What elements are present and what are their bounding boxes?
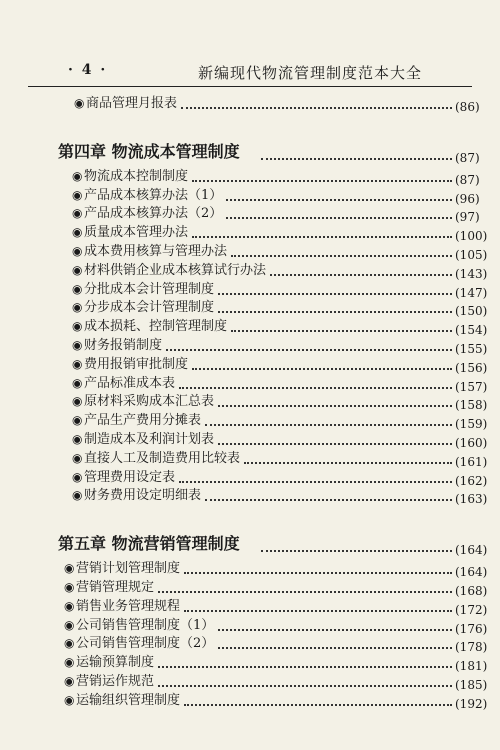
toc-entry[interactable] — [0, 186, 500, 204]
toc-page-ref: (100) — [455, 229, 488, 244]
toc-entry[interactable] — [0, 597, 500, 615]
leader-dots — [218, 292, 452, 295]
toc-page-ref: (157) — [455, 379, 488, 394]
toc-entry-title: 费用报销审批制度 — [84, 356, 189, 372]
toc-entry[interactable] — [0, 691, 500, 709]
toc-entry-title: 产品成本核算办法（2） — [84, 206, 223, 222]
bullet-icon: ◉ — [64, 692, 75, 707]
toc-entry-title: 直接人工及制造费用比较表 — [84, 450, 241, 466]
toc-entry-title: 原材料采购成本汇总表 — [84, 394, 215, 410]
page-number: · 4 · — [68, 62, 108, 78]
toc-entry-text — [72, 336, 162, 355]
toc-entry-title: 营销运作规范 — [76, 674, 155, 689]
page-header — [28, 56, 472, 87]
leader-dots — [270, 273, 452, 276]
toc-entry-text — [64, 672, 154, 691]
toc-entry-text — [72, 486, 201, 505]
toc-entry[interactable] — [0, 242, 500, 260]
toc-entry-text — [74, 94, 177, 113]
toc-page-ref: (161) — [455, 454, 488, 469]
toc-entry[interactable] — [0, 672, 500, 690]
toc-entry-text — [64, 653, 154, 672]
leader-dots — [158, 684, 452, 687]
bullet-icon: ◉ — [72, 262, 83, 277]
chapter-title: 第五章 物流营销管理制度 — [58, 534, 240, 554]
leader-dots — [231, 329, 452, 332]
bullet-icon: ◉ — [72, 168, 83, 183]
leader-dots — [192, 235, 452, 238]
toc-page-ref: (158) — [455, 398, 488, 413]
toc-entry-title: 营销计划管理制度 — [76, 561, 181, 577]
leader-dots — [181, 106, 452, 109]
toc-entry[interactable] — [0, 280, 500, 298]
toc-entry-title: 管理费用设定表 — [84, 469, 176, 485]
toc-entry[interactable] — [0, 411, 500, 432]
toc-page-ref: (181) — [455, 659, 488, 674]
bullet-icon: ◉ — [72, 375, 83, 390]
toc-entry-text — [64, 578, 154, 597]
leader-dots — [184, 703, 452, 706]
bullet-icon: ◉ — [72, 394, 83, 409]
toc-entry-text — [64, 634, 214, 653]
bullet-icon: ◉ — [72, 356, 83, 371]
bullet-icon: ◉ — [72, 432, 83, 446]
toc-page-ref: (143) — [455, 266, 488, 281]
toc-entry-title: 公司销售管理制度（2） — [76, 636, 215, 652]
toc-entry-title: 销售业务管理规程 — [76, 598, 181, 614]
toc-entry-title: 财务费用设定明细表 — [84, 488, 202, 504]
toc-entry-title: 运输组织管理制度 — [76, 692, 181, 708]
toc-page-ref: (185) — [455, 678, 488, 692]
toc-entry[interactable] — [0, 261, 500, 279]
leader-dots — [218, 310, 452, 313]
bullet-icon: ◉ — [72, 319, 83, 334]
toc-entry[interactable] — [0, 616, 500, 634]
toc-entry[interactable] — [0, 94, 500, 112]
toc-entry-title: 商品管理月报表 — [86, 96, 178, 111]
toc-entry-text — [72, 392, 214, 411]
toc-entry-title: 成本费用核算与管理办法 — [84, 244, 228, 259]
toc-entry-text — [72, 167, 188, 186]
toc-entry[interactable] — [0, 449, 500, 467]
toc-entry-title: 产品成本核算办法（1） — [84, 187, 223, 203]
leader-dots — [218, 442, 452, 445]
toc-entry-text — [72, 317, 227, 336]
toc-entry-title: 营销管理规定 — [76, 580, 155, 595]
toc-entry-title: 材料供销企业成本核算试行办法 — [84, 262, 267, 278]
toc-entry[interactable] — [0, 317, 500, 338]
toc-entry[interactable] — [0, 223, 500, 244]
leader-dots — [184, 571, 452, 574]
book-title: 新编现代物流管理制度范本大全 — [198, 64, 423, 82]
leader-dots — [166, 348, 452, 351]
toc-entry-text — [72, 204, 222, 223]
toc-page-ref: (192) — [455, 696, 488, 711]
toc-entry-title: 产品标准成本表 — [84, 375, 176, 391]
bullet-icon: ◉ — [64, 617, 75, 632]
leader-dots — [218, 404, 452, 407]
toc-page-ref: (147) — [455, 285, 488, 300]
toc-entry-title: 财务报销制度 — [84, 338, 163, 353]
toc-page-ref: (162) — [455, 473, 488, 488]
toc-entry[interactable] — [0, 559, 500, 580]
toc-entry[interactable] — [0, 392, 500, 413]
bullet-icon: ◉ — [72, 244, 83, 258]
toc-page-ref: (164) — [455, 565, 488, 580]
toc-entry-title: 产品生产费用分摊表 — [84, 413, 202, 429]
bullet-icon: ◉ — [64, 580, 75, 594]
toc-page-ref: (178) — [455, 640, 488, 655]
chapter-title: 第四章 物流成本管理制度 — [58, 141, 240, 161]
toc-entry-text — [72, 242, 227, 261]
toc-entry-text — [72, 374, 175, 393]
toc-entry-text — [72, 280, 214, 299]
leader-dots — [192, 179, 452, 182]
toc-entry-title: 成本损耗、控制管理制度 — [84, 319, 228, 335]
leader-dots — [218, 628, 452, 631]
toc-page-ref: (96) — [455, 191, 480, 206]
bullet-icon: ◉ — [72, 187, 83, 202]
leader-dots — [244, 461, 452, 464]
toc-entry-title: 运输预算制度 — [76, 655, 155, 671]
toc-page-ref: (86) — [455, 100, 480, 114]
leader-dots — [205, 423, 452, 426]
bullet-icon: ◉ — [72, 300, 83, 315]
bullet-icon: ◉ — [64, 561, 75, 576]
leader-dots — [179, 386, 452, 389]
toc-page-ref: (155) — [455, 342, 488, 356]
toc-entry-text — [72, 261, 266, 280]
toc-page-ref: (159) — [455, 417, 488, 432]
bullet-icon: ◉ — [72, 338, 83, 352]
bullet-icon: ◉ — [64, 674, 75, 688]
leader-dots — [158, 665, 452, 668]
toc-entry[interactable] — [0, 653, 500, 674]
toc-entry-text — [72, 223, 188, 242]
toc-entry[interactable] — [0, 634, 500, 655]
toc-entry-text — [72, 468, 175, 487]
leader-dots — [261, 157, 452, 160]
toc-entry-title: 制造成本及利润计划表 — [84, 432, 215, 447]
toc-page-ref: (154) — [455, 323, 488, 338]
toc-entry[interactable] — [0, 355, 500, 373]
bullet-icon: ◉ — [72, 206, 83, 221]
bullet-icon: ◉ — [72, 413, 83, 428]
leader-dots — [158, 590, 452, 593]
leader-dots — [261, 549, 452, 552]
toc-entry-title: 质量成本管理办法 — [84, 225, 189, 241]
toc-entry[interactable] — [0, 578, 500, 596]
toc-entry-title: 分批成本会计管理制度 — [84, 281, 215, 297]
toc-entry[interactable] — [0, 430, 500, 448]
leader-dots — [205, 498, 452, 501]
toc-entry-text — [64, 559, 180, 578]
toc-entry-text — [64, 691, 180, 710]
leader-dots — [179, 480, 452, 483]
chapter-heading[interactable] — [0, 141, 500, 165]
toc-entry-text — [64, 597, 180, 616]
chapter-page-ref: (87) — [455, 150, 480, 165]
toc-entry-text — [72, 355, 188, 374]
toc-entry-text — [72, 411, 201, 430]
bullet-icon: ◉ — [64, 655, 75, 670]
toc-entry[interactable] — [0, 374, 500, 392]
toc-page-ref: (97) — [455, 210, 480, 225]
toc-page-ref: (172) — [455, 602, 488, 617]
toc-entry-title: 物流成本控制制度 — [84, 168, 189, 184]
toc-page-ref: (168) — [455, 584, 488, 598]
chapter-heading[interactable] — [0, 534, 500, 558]
toc-entry-title: 公司销售管理制度（1） — [76, 617, 215, 633]
toc-entry-text — [72, 186, 222, 205]
toc-entry[interactable] — [0, 298, 500, 319]
bullet-icon: ◉ — [64, 598, 75, 613]
bullet-icon: ◉ — [74, 96, 85, 110]
toc-entry[interactable] — [0, 167, 500, 185]
leader-dots — [231, 254, 452, 257]
toc-entry[interactable] — [0, 486, 500, 507]
bullet-icon: ◉ — [72, 450, 83, 465]
leader-dots — [218, 646, 452, 649]
toc-entry-text — [64, 616, 214, 635]
toc-entry-title: 分步成本会计管理制度 — [84, 300, 215, 316]
bullet-icon: ◉ — [72, 225, 83, 240]
toc-entry[interactable] — [0, 336, 500, 354]
toc-entry-text — [72, 298, 214, 317]
toc-entry-text — [72, 430, 214, 449]
toc-page-ref: (160) — [455, 436, 488, 450]
chapter-page-ref: (164) — [455, 543, 488, 558]
bullet-icon: ◉ — [72, 281, 83, 296]
leader-dots — [184, 609, 452, 612]
bullet-icon: ◉ — [72, 488, 83, 503]
leader-dots — [226, 198, 452, 201]
bullet-icon: ◉ — [72, 469, 83, 484]
leader-dots — [226, 216, 452, 219]
toc-page-ref: (150) — [455, 304, 488, 319]
leader-dots — [192, 367, 452, 370]
bullet-icon: ◉ — [64, 636, 75, 651]
toc-entry-text — [72, 449, 240, 468]
toc-page-ref: (163) — [455, 492, 488, 507]
toc-page-ref: (176) — [455, 621, 488, 636]
toc-page-ref: (87) — [455, 172, 480, 187]
toc-entry[interactable] — [0, 204, 500, 225]
toc-page-ref: (156) — [455, 360, 488, 375]
toc-entry[interactable] — [0, 468, 500, 486]
toc-page-ref: (105) — [455, 248, 488, 262]
